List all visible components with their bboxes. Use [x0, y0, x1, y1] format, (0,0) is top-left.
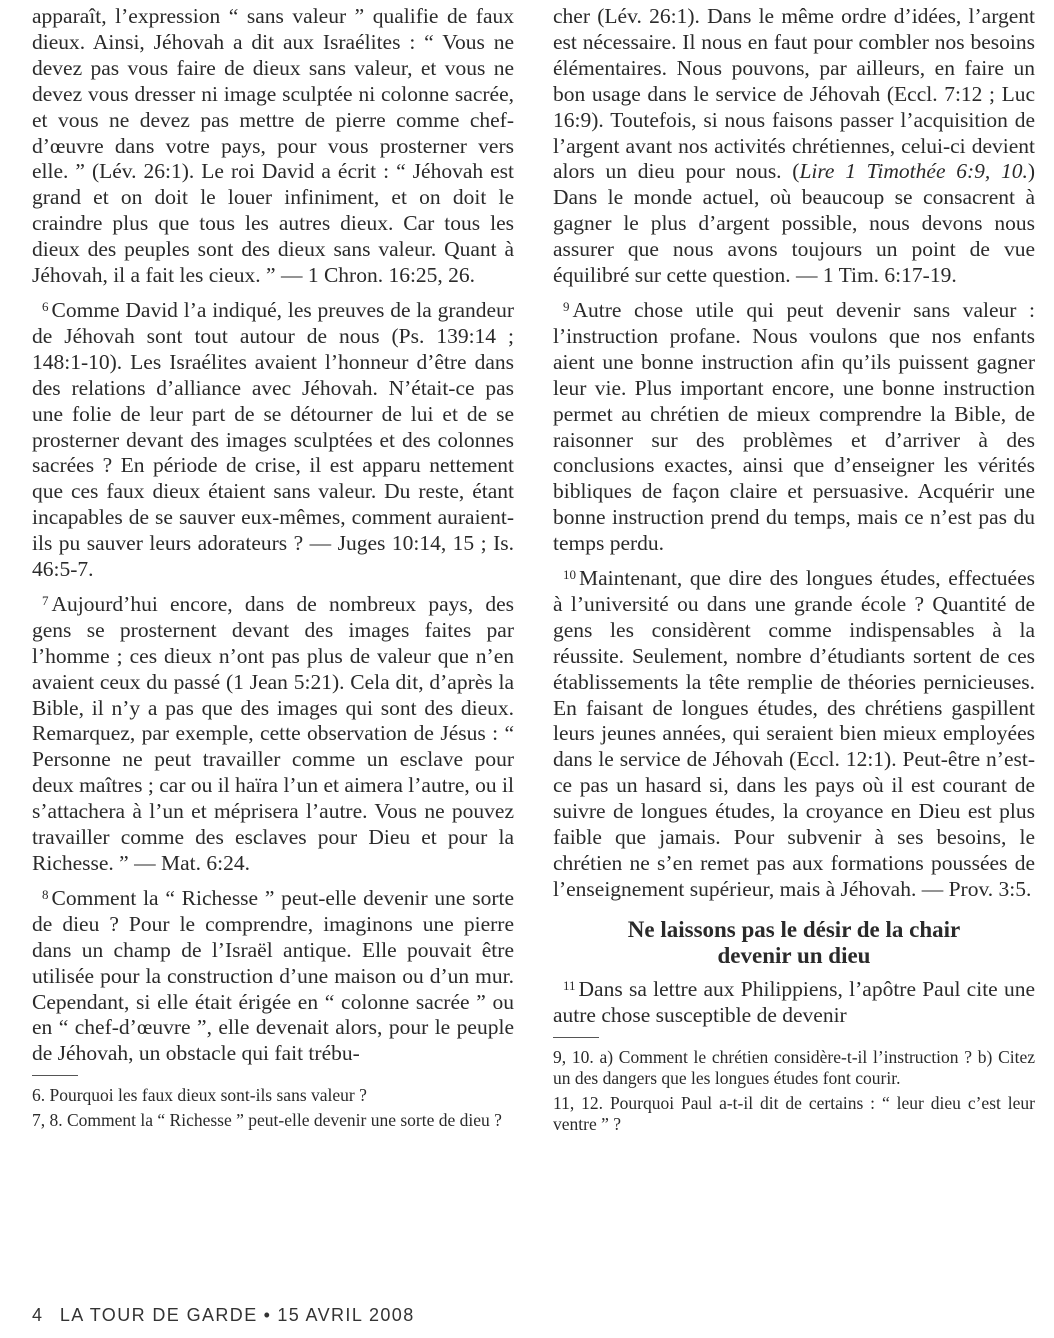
paragraph-number: 10 [563, 567, 576, 583]
paragraph-text: Autre chose utile qui peut devenir sans valeur : l’instruction profane. Nous voulons que nos enfants aient une bonne instruction afin qu’ils puissent gagner leur vie. Plus important encore, une bonne instruction permet au chrétien de mieux comprendre la Bible, de raisonner sur des problèmes et d’arriver à des conclusions exactes, ainsi que d’enseigner les vérités bibliques de façon claire et persuasive. Acquérir une bonne instruction prend du temps, mais ce n’est pas du temps perdu. [553, 297, 1035, 556]
paragraph-11 [553, 973, 1035, 1029]
paragraph-number: 7 [42, 592, 49, 608]
paragraph-7 [32, 588, 514, 877]
paragraph-9 [553, 294, 1035, 557]
paragraph-6 [32, 294, 514, 583]
paragraph-text: Dans sa lettre aux Philippiens, l’apôtre Paul cite une autre chose susceptible de devenir [553, 976, 1035, 1027]
study-question-9-10: 9, 10. a) Comment le chrétien considère-t-il l’instruction ? b) Citez un des dangers que les longues études font courir. [553, 1046, 1035, 1089]
publication-title: LA TOUR DE GARDE [59, 1305, 258, 1325]
paragraph-text: Maintenant, que dire des longues études, effectuées à l’université ou dans une grande école ? Quantité de gens les considèrent comme indispensables à la réussite. Seulement, nombre d’étudiants sortent de ces établissements la tête remplie de théories pernicieuses. En faisant de longues études, des chrétiens gaspillent leurs jeunes années, qui seraient bien mieux employées dans le service de Jéhovah (Eccl. 12:1). Peut-être n’est-ce pas un hasard si, dans les pays où il est courant de suivre de longues études, la croyance en Dieu est plus faible que jamais. Pour subvenir à ses besoins, le chrétien ne s’en remet pas aux formations poussées de l’enseignement supérieur, mais à Jéhovah. — Prov. 3:5. [553, 566, 1035, 901]
paragraph-text: Comme David l’a indiqué, les preuves de la grandeur de Jéhovah sont tout autour de nous (Ps. 139:14 ; 148:1-10). Les Israélites avaient l’honneur d’être dans des relations d’alliance avec Jéhovah. N’était-ce pas une folie de leur part de se détourner de lui et de se prosterner devant des images sculptées et des colonnes sacrées ? En période de crise, il est apparu nettement que ces faux dieux étaient sans valeur. Du reste, étant incapables de se sauver eux-mêmes, comment auraient-ils pu sauver leurs adorateurs ? — Juges 10:14, 15 ; Is. 46:5-7. [32, 297, 514, 582]
issue-date: 15 AVRIL 2008 [277, 1305, 415, 1325]
subheading-line-1: Ne laissons pas le désir de la chair [627, 916, 961, 942]
paragraph-text: Comment la “ Richesse ” peut-elle devenir une sorte de dieu ? Pour le comprendre, imaginons une pierre dans un champ de l’Israël antique. Elle pouvait être utilisée pour la construction d’une maison ou d’un mur. Cependant, si elle était érigée en “ colonne sacrée ” ou en “ chef-d’œuvre ”, elle devenait alors, pour le peuple de Jéhovah, un obstacle qui fait trébu- [32, 885, 514, 1066]
paragraph-text: Aujourd’hui encore, dans de nombreux pays, des gens se prosternent devant des images faites par l’homme ; ces dieux n’ont pas plus de valeur que n’en avaient ceux du passé (1 Jean 5:21). Cela dit, d’après la Bible, il n’y a pas que des images qui sont des dieux. Remarquez, par exemple, cette observation de Jésus : “ Personne ne peut travailler comme un esclave pour deux maîtres ; car ou il haïra l’un et aimera l’autre, ou il s’attachera à l’un et méprisera l’autre. Vous ne pouvez travailler comme des esclaves pour Dieu et pour la Richesse. ” — Mat. 6:24. [32, 591, 514, 875]
right-column [553, 4, 1035, 1139]
right-body-text [553, 4, 1035, 903]
subheading-line-2: devenir un dieu [717, 942, 871, 968]
footer-separator: • [263, 1305, 272, 1325]
paragraph-continued: apparaît, l’expression “ sans valeur ” qualifie de faux dieux. Ainsi, Jéhovah a dit aux Israélites : “ Vous ne devez pas vous faire de dieux sans valeur, et vous ne devez vous dresser ni image sculptée ni colonne sacrée, et vous ne devez pas mettre de pierre comme chef-d’œuvre dans votre pays, pour vous prosterner vers elle. ” (Lév. 26:1). Le roi David a écrit : “ Jéhovah est grand et on doit le louer infiniment, et on doit le craindre plus que tous les autres dieux. Car tous les dieux des peuples sont des dieux sans valeur. Quant à Jéhovah, il a fait les cieux. ” — 1 Chron. 16:25, 26. [32, 4, 514, 288]
page-number: 4 [32, 1305, 44, 1325]
paragraph-text: cher (Lév. 26:1). Dans le même ordre d’idées, l’argent est nécessaire. Il nous en faut pour combler nos besoins élémentaires. Nous pouvons, par ailleurs, en faire un bon usage dans le service de Jéhovah (Eccl. 7:12 ; Luc 16:9). Toutefois, si nous faisons passer l’acquisition de l’argent avant nos activités chrétiennes, celui-ci devient alors un dieu pour nous. ( [553, 4, 1035, 184]
page-footer [32, 1305, 415, 1326]
paragraph-text: ) Dans le monde actuel, où beaucoup se consacrent à gagner le plus d’argent possible, nous devons nous assurer que nous avons toujours un point de vue équilibré sur cette question. — 1 Tim. 6:17-19. [553, 159, 1035, 288]
paragraph-number: 9 [563, 298, 570, 314]
study-question-6: 6. Pourquoi les faux dieux sont-ils sans valeur ? [32, 1085, 367, 1106]
left-study-questions [32, 1085, 514, 1131]
questions-divider [553, 1037, 599, 1038]
paragraph-continued [553, 4, 1035, 289]
study-question-7-8: 7, 8. Comment la “ Richesse ” peut-elle devenir une sorte de dieu ? [32, 1109, 502, 1130]
right-study-questions [553, 1047, 1035, 1136]
right-body-text-lower [553, 973, 1035, 1029]
left-body-text [32, 4, 514, 1067]
scripture-reading-reference: Lire 1 Timothée 6:9, 10. [799, 159, 1028, 184]
paragraph-number: 8 [42, 886, 49, 902]
section-subheading [553, 917, 1035, 969]
paragraph-number: 11 [563, 977, 576, 993]
left-column [32, 4, 514, 1134]
paragraph-10 [553, 562, 1035, 903]
questions-divider [32, 1075, 78, 1076]
paragraph-number: 6 [42, 298, 49, 314]
paragraph-8 [32, 882, 514, 1067]
study-question-11-12: 11, 12. Pourquoi Paul a-t-il dit de certains : “ leur dieu c’est leur ventre ” ? [553, 1092, 1035, 1135]
